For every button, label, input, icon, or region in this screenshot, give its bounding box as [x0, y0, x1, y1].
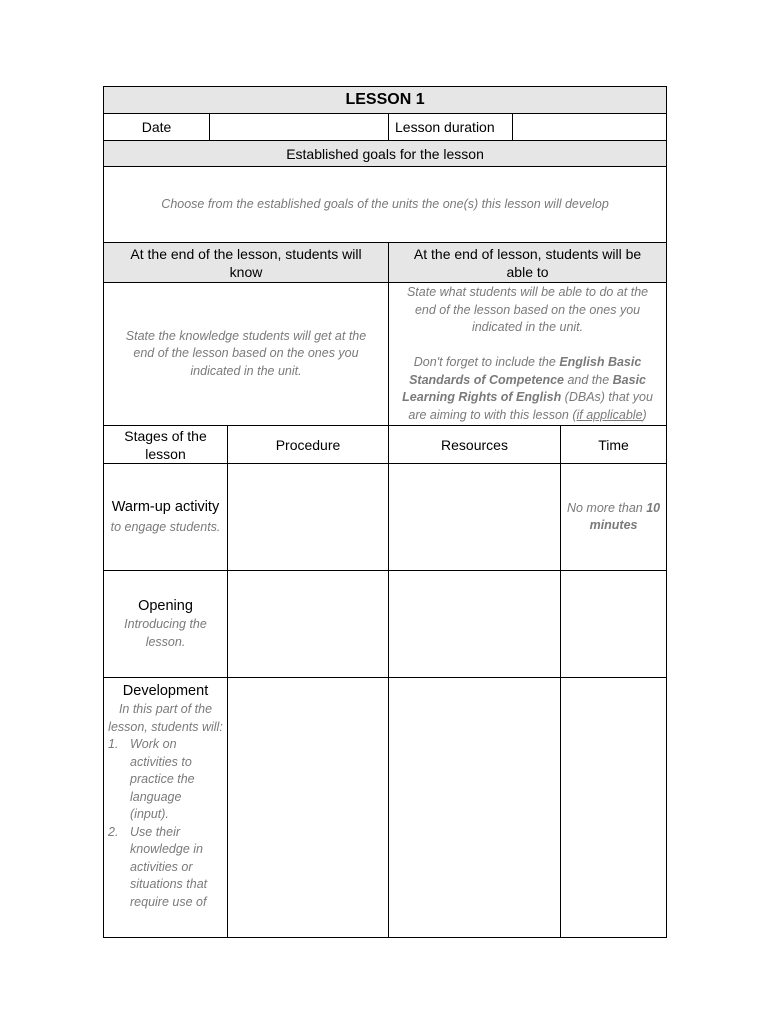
- lesson-duration-field[interactable]: [513, 114, 667, 141]
- opening-time-cell[interactable]: [561, 571, 667, 678]
- know-header: At the end of the lesson, students will know: [104, 243, 389, 283]
- development-stage-cell: [104, 678, 228, 938]
- opening-resources-cell[interactable]: [389, 571, 561, 678]
- lesson-duration-label: Lesson duration: [389, 114, 513, 141]
- warmup-procedure-cell[interactable]: [228, 464, 389, 571]
- warmup-name: Warm-up activity: [111, 499, 220, 516]
- list-item: [108, 824, 223, 912]
- date-label: Date: [104, 114, 210, 141]
- able-hint[interactable]: [389, 283, 667, 426]
- goals-header: Established goals for the lesson: [104, 141, 667, 167]
- table-row: [104, 678, 667, 938]
- column-stages: Stages of the lesson: [104, 426, 228, 464]
- warmup-stage-cell: [104, 464, 228, 571]
- warmup-time-prefix: No more than: [566, 500, 647, 515]
- development-resources-cell[interactable]: [389, 678, 561, 938]
- opening-stage-cell: [104, 571, 228, 678]
- if-applicable-text: if applicable: [576, 407, 643, 422]
- column-resources: Resources: [389, 426, 561, 464]
- development-time-cell[interactable]: [561, 678, 667, 938]
- list-text: Use their knowledge in activities or situations that require use of: [130, 824, 208, 909]
- opening-procedure-cell[interactable]: [228, 571, 389, 678]
- able-header: At the end of lesson, students will be able to: [389, 243, 667, 283]
- list-item: [108, 736, 223, 824]
- able-hint-part1: State what students will be able to do at the end of the lesson based on the ones you indicated in the unit.: [406, 285, 649, 334]
- know-hint[interactable]: State the knowledge students will get at the end of the lesson based on the ones you indicated in the unit.: [104, 283, 389, 426]
- lesson-plan-table: [103, 86, 667, 938]
- column-time: Time: [561, 426, 667, 464]
- able-hint-text: and the: [563, 372, 613, 387]
- list-number: 2.: [108, 824, 119, 839]
- goals-hint[interactable]: Choose from the established goals of the units the one(s) this lesson will develop: [104, 167, 667, 243]
- warmup-time-limit: 10 minutes: [589, 500, 661, 532]
- english-standards-text: English Basic Standards of Competence: [409, 355, 642, 387]
- date-field[interactable]: [210, 114, 389, 141]
- able-hint-text: (DBAs) that you are aiming to with this lesson (: [408, 390, 653, 422]
- warmup-hint: to engage students.: [110, 520, 221, 535]
- development-name: Development: [122, 683, 209, 699]
- table-row: [104, 464, 667, 571]
- table-row: [104, 571, 667, 678]
- opening-hint: Introducing the lesson.: [124, 617, 207, 649]
- development-hint: In this part of the lesson, students will:: [108, 702, 223, 734]
- list-text: Work on activities to practice the language (input).: [130, 737, 195, 821]
- lesson-title: LESSON 1: [104, 87, 667, 114]
- opening-name: Opening: [138, 598, 193, 614]
- lesson-plan-page: [103, 86, 666, 938]
- warmup-resources-cell[interactable]: [389, 464, 561, 571]
- warmup-time-cell[interactable]: [561, 464, 667, 571]
- development-list: [108, 736, 223, 911]
- list-number: 1.: [108, 737, 119, 751]
- development-procedure-cell[interactable]: [228, 678, 389, 938]
- learning-rights-text: Basic Learning Rights of English: [402, 372, 646, 404]
- column-procedure: Procedure: [228, 426, 389, 464]
- able-hint-text: ): [642, 407, 647, 422]
- able-hint-text: Don't forget to include the: [413, 355, 560, 369]
